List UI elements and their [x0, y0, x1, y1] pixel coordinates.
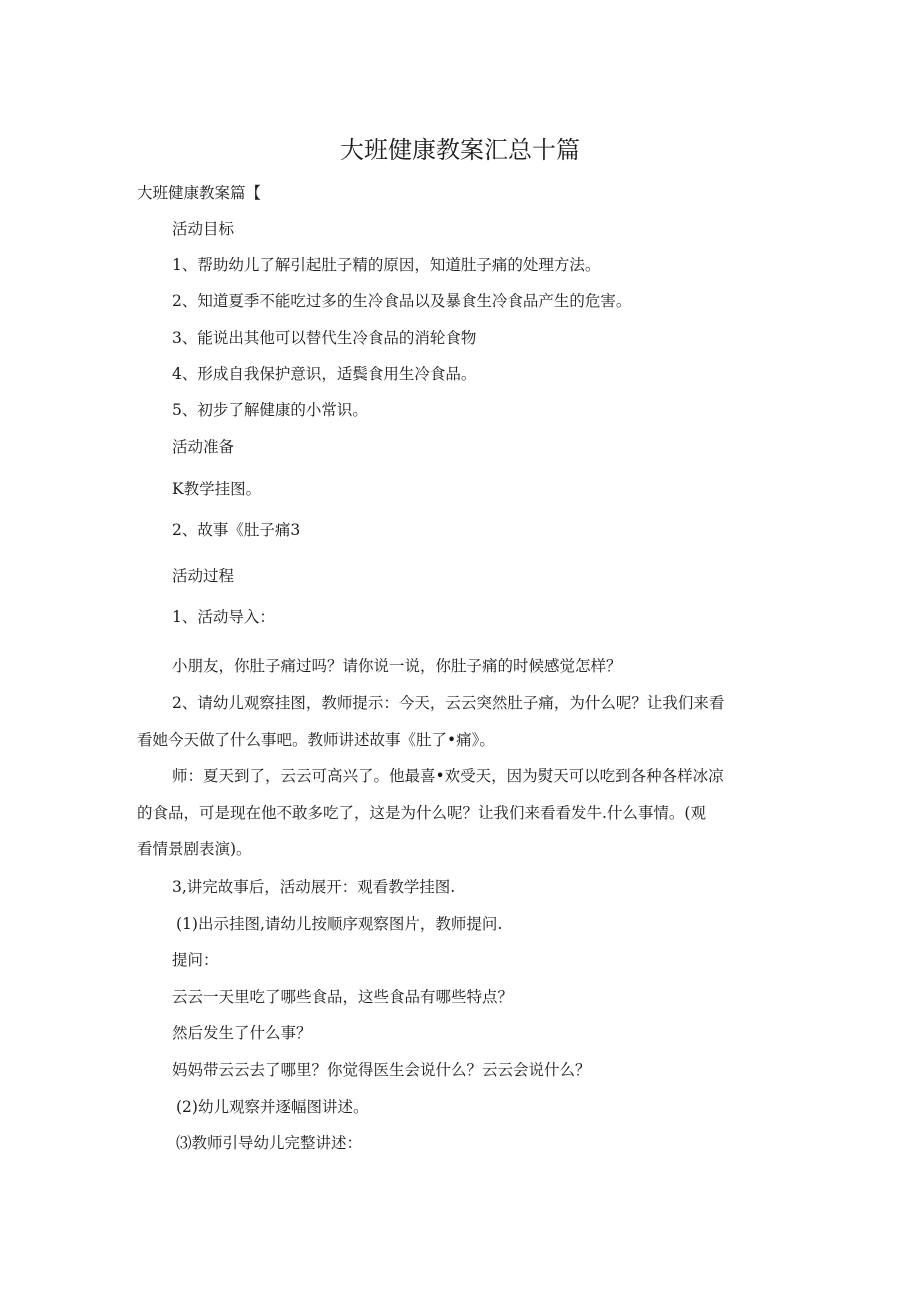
document-title: 大班健康教案汇总十篇 — [340, 136, 580, 164]
process-paragraph: 2、请幼儿观察挂图，教师提示：今天，云云突然肚子痛，为什么呢？让我们来看 — [172, 694, 725, 712]
goal-item: 2、知道夏季不能吃过多的生冷食品以及暴食生冷食品产生的危害。 — [172, 292, 632, 310]
ask-label: 提问： — [172, 951, 219, 969]
goals-heading: 活动目标 — [172, 220, 235, 238]
process-step: 3,讲完故事后，活动展开：观看教学挂图. — [172, 878, 456, 896]
prep-item: K教学挂图。 — [172, 480, 262, 498]
process-paragraph: 看她今天做了什么事吧。教师讲述故事《肚了•痛》。 — [137, 731, 495, 749]
process-step: 1、活动导入： — [172, 608, 275, 626]
question-item: 然后发生了什么事？ — [172, 1024, 312, 1042]
process-paragraph: 小朋友，你肚子痛过吗？请你说一说，你肚子痛的时候感觉怎样？ — [172, 657, 622, 675]
goal-item: 4、形成自我保护意识，适鬓食用生冷食品。 — [172, 365, 477, 383]
process-heading: 活动过程 — [172, 567, 235, 585]
process-substep: ⑶教师引导幼儿完整讲述： — [176, 1134, 363, 1152]
story-paragraph: 的食品，可是现在他不敢多吃了，这是为什么呢？让我们来看看发牛.什么事情。(观 — [137, 804, 706, 822]
story-paragraph: 看情景剧表演)。 — [137, 840, 252, 858]
process-substep: (1)出示挂图,请幼儿按顺序观察图片，教师提问. — [176, 915, 503, 933]
prep-heading: 活动准备 — [172, 438, 235, 456]
goal-item: 5、初步了解健康的小常识。 — [172, 401, 368, 419]
question-item: 云云一天里吃了哪些食品，这些食品有哪些特点？ — [172, 988, 514, 1006]
goal-item: 1、帮助幼儿了解引起肚子精的原因，知道肚子痛的处理方法。 — [172, 256, 601, 274]
process-substep: (2)幼儿观察并逐幅图讲述。 — [176, 1098, 369, 1116]
story-paragraph: 师：夏天到了，云云可高兴了。他最喜•欢受天，因为熨天可以吃到各种各样冰凉 — [172, 767, 724, 785]
question-item: 妈妈带云云去了哪里？你觉得医生会说什么？云云会说什么？ — [172, 1061, 591, 1079]
section-heading: 大班健康教案篇【 — [137, 184, 262, 202]
goal-item: 3、能说出其他可以替代生冷食品的消轮食物 — [172, 329, 477, 347]
prep-item: 2、故事《肚子痛3 — [172, 521, 301, 539]
